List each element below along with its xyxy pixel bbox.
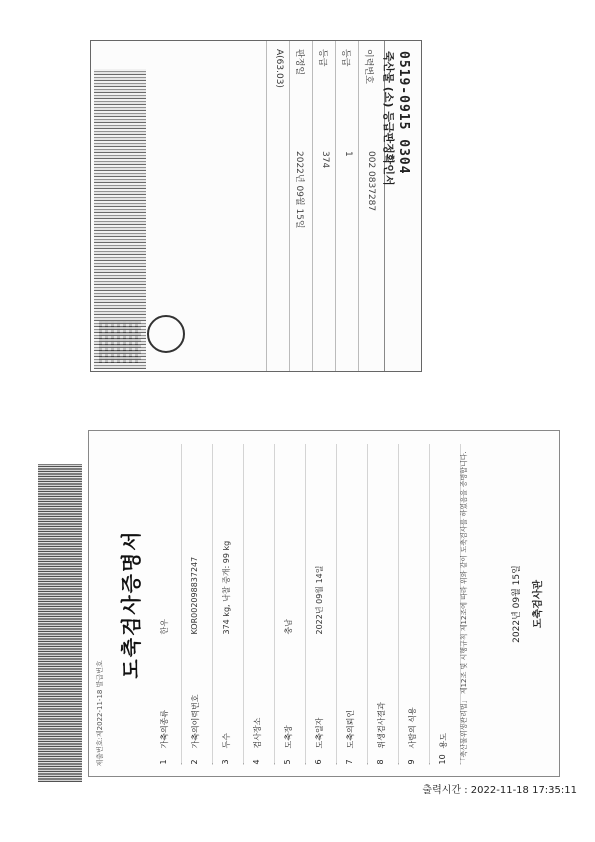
document-number: 0519-0915 0304 [396,51,411,175]
list-item [430,444,461,764]
field-label: 두수 [222,732,231,748]
field-label: 도축의뢰인 [346,709,355,748]
field-label: 가축의종류 [160,709,169,748]
row-key: 판정일 [294,49,304,76]
issue-date: 2022년 09월 15일 [512,564,522,643]
row-value: 2022년 09월 15일 [294,151,304,229]
field-label: 도축장 [284,724,293,748]
list-item [151,444,182,764]
field-number: 6 [314,758,323,764]
field-label: 위생검사결과 [377,701,386,748]
field-label: 용도 [439,732,448,748]
row-key: 이력번호 [363,49,373,84]
table-row [358,41,381,371]
bottom-document-content [89,431,559,776]
certificate-notice: 「축산물위생관리법」 제12조 및 시행규칙 제12조에 따라 위와 같이 도축검사를 하였음을 증명합니다. [460,450,468,764]
field-number: 4 [252,758,261,764]
row-key: 등급 [340,49,350,67]
field-label: 가축의이력번호 [191,693,200,748]
field-label: 사람의 식용 [408,706,417,748]
top-document-header [384,41,421,371]
barcode-icon [38,464,82,782]
field-number: 3 [221,758,230,764]
list-item [213,444,244,764]
list-item [337,444,368,764]
print-timestamp: 출력시간 : 2022-11-18 17:35:11 [422,785,577,796]
field-number: 2 [190,758,199,764]
field-value: 2022년 09월 14일 [315,565,324,634]
bottom-document [88,430,560,777]
top-document [90,40,422,372]
list-item [399,444,430,764]
field-label: 검사장소 [253,717,262,748]
field-value: KOR002098837247 [190,556,199,634]
table-row [266,41,289,371]
field-number: 5 [283,758,292,764]
issuing-organization: 도축검사관 [533,579,544,628]
certificate-title: 도축검사증명서 [119,528,143,679]
field-number: 8 [376,758,385,764]
official-seal-icon [147,315,185,353]
table-row [289,41,312,371]
row-value: 374 [320,151,330,169]
list-item [368,444,399,764]
barcode-icon [94,69,146,369]
row-key: 등급 [317,49,327,67]
field-list [151,444,461,764]
field-value: 충남 [284,618,293,634]
row-value: 1 [343,151,353,157]
field-number: 9 [407,758,416,764]
field-number: 10 [438,753,447,764]
field-value: 한우 [160,618,169,634]
table-row [312,41,335,371]
list-item [244,444,275,764]
field-value: 374 kg, 낙찰 중개: 99 kg [222,540,231,634]
top-document-rows [266,41,381,371]
row-value: 002 0837287 [366,151,376,212]
list-item [275,444,306,764]
table-row [335,41,358,371]
document-title: 죽산물 (소) 등급판정확인서 [382,51,395,186]
document-meta: 제출번호:제2022-11-18 발급번호 [96,659,104,766]
footer-number: A(63.03) [274,49,284,88]
field-number: 1 [159,758,168,764]
list-item [306,444,337,764]
field-label: 도축일자 [315,717,324,748]
field-number: 7 [345,758,354,764]
list-item [182,444,213,764]
